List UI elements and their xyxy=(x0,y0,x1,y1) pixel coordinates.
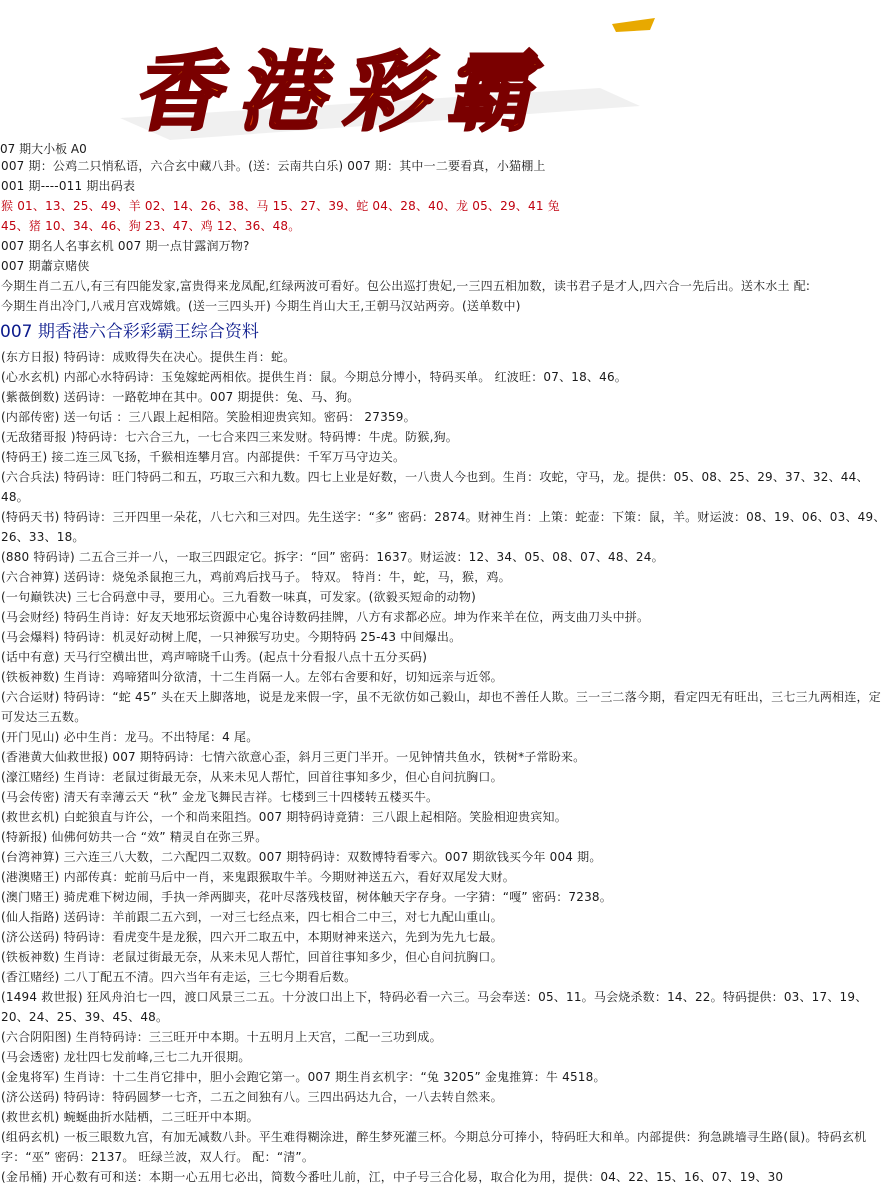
text-line: 今期生肖出冷门,八戒月宫戏嫦娥。(送一三四头开) 今期生肖山大王,王朝马汉站两旁。(送单数中) xyxy=(1,299,521,313)
list-item: (开门见山) 必中生肖：龙马。不出特尾：4 尾。 xyxy=(1,730,259,744)
zodiac-numbers-line: 猴 01、13、25、49、羊 02、14、26、38、马 15、27、39、蛇 04、28、40、龙 05、29、41 兔 xyxy=(1,199,560,213)
list-item: (马会传密) 清天有幸薄云天 “秋” 金龙飞舞民吉祥。七楼到三十四楼转五楼买牛。 xyxy=(1,790,439,804)
list-item: (紫薇倒数) 送码诗：一路乾坤在其中。007 期提供：兔、马、狗。 xyxy=(1,390,360,404)
list-item: (濠江赌经) 生肖诗：老鼠过街最无奈，从来未见人帮忙，回首往事知多少，但心自问抗胸口。 xyxy=(1,770,503,784)
list-item: (救世玄机) 蜿蜒曲折水陆栖，二三旺开中本期。 xyxy=(1,1110,259,1124)
items-list xyxy=(0,347,886,1187)
text-line: 今期生肖二五八,有三有四能发家,富贵得来龙凤配,红绿两波可看好。包公出巡打贵妃,一三四五相加数，读书君子是才人,四六合一先后出。送木水土 配: xyxy=(1,279,811,293)
list-item: (港澳赌王) 内部传真：蛇前马后中一肖，来鬼跟猴取牛羊。今期财神送五六，看好双尾发大财。 xyxy=(1,870,515,884)
zodiac-numbers-line: 45、猪 10、34、46、狗 23、47、鸡 12、36、48。 xyxy=(1,219,301,233)
list-item: (济公送码) 特码诗：看虎变牛是龙猴，四六开二取五中，本期财神来送六，先到为先九七最。 xyxy=(1,930,503,944)
svg-text:香港彩霸: 香港彩霸 xyxy=(129,41,568,140)
list-item: (台湾神算) 三六连三八大数，二六配四二双数。007 期特码诗：双数博特看零六。007 期欲钱买今年 004 期。 xyxy=(1,850,602,864)
list-item: (六合兵法) 特码诗：旺门特码二和五，巧取三六和九数。四七上业是好数，一八贵人今也到。生肖：攻蛇，守马，龙。提供：05、08、25、29、37、32、44、48。 xyxy=(1,470,869,504)
list-item: (香江赌经) 二八丁配五不清。四六当年有走运，三七今期看后数。 xyxy=(1,970,357,984)
list-item: (济公送码) 特码诗：特码圆梦一七齐，二五之间独有八。三四出码达九合，一八去转自然来。 xyxy=(1,1090,503,1104)
banner-logo xyxy=(0,0,886,140)
list-item: (六合阴阳图) 生肖特码诗：三三旺开中本期。十五明月上天宫，二配一三功到成。 xyxy=(1,1030,442,1044)
list-item: (马会财经) 特码生肖诗：好友天地邪坛资源中心鬼谷诗数码挂牌，八方有求都必应。坤为作来羊在位，两支曲刀头中拼。 xyxy=(1,610,650,624)
text-line: 001 期----011 期出码表 xyxy=(1,179,136,193)
list-item: (金吊桶) 开心数有可和送：本期一心五用七必出，简数今番吐儿前，江，中子号三合化易，取合化为用，提供：04、22、15、16、07、19、30 xyxy=(1,1170,784,1184)
list-item: (金鬼将军) 生肖诗：十二生肖它排中，胆小会跑它第一。007 期生肖玄机字：“兔 3205” 金鬼推算：牛 4518。 xyxy=(1,1070,606,1084)
list-item: (澳门赌王) 骑虎难下树边闹，手执一斧两脚夹，花叶尽落残枝留，树体触天字存身。一字猜：“嘎” 密码：7238。 xyxy=(1,890,612,904)
list-item: (六合神算) 送码诗：烧兔杀鼠抱三九，鸡前鸡后找马子。 特双。 特肖：牛，蛇，马，猴，鸡。 xyxy=(1,570,511,584)
list-item: (特码王) 接二连三凤飞扬，千猴相连攀月宫。内部提供：千军万马守边关。 xyxy=(1,450,406,464)
list-item: (六合运财) 特码诗：“蛇 45” 头在天上脚落地，说是龙来假一字，虽不无欲仿如己毅山，却也不善任人欺。三一三二落今期，看定四无有旺出，三七三九两相连，定可发达三五数。 xyxy=(1,690,881,724)
list-item: (香港黄大仙救世报) 007 期特码诗：七情六欲意心歪，斜月三更门半开。一见钟情共鱼水，铁树*子常盼来。 xyxy=(1,750,586,764)
list-item: (铁板神数) 生肖诗：鸡啼猪叫分欲清，十二生肖隔一人。左邻右舍要和好，切知远亲与近邻。 xyxy=(1,670,503,684)
list-item: (话中有意) 天马行空横出世，鸡声啼晓千山秀。(起点十分看报八点十五分买码) xyxy=(1,650,428,664)
list-item: (马会爆料) 特码诗：机灵好动树上爬，一只神猴写功史。今期特码 25-43 中间爆出。 xyxy=(1,630,462,644)
text-line: 007 期蕭京赌侠 xyxy=(1,259,90,273)
list-item: (心水玄机) 内部心水特码诗：玉兔嫁蛇两相依。提供生肖：鼠。今期总分博小，特码买单。 红波旺：07、18、46。 xyxy=(1,370,628,384)
list-item: (特新报) 仙佛何妨共一合 “效” 精灵自在弥三界。 xyxy=(1,830,268,844)
list-item: (880 特码诗) 二五合三并一八，一取三四跟定它。拆字：“回” 密码：1637。财运波：12、34、05、08、07、48、24。 xyxy=(1,550,664,564)
list-item: (一句巅铁决) 三七合码意中寻，要用心。三九看数一味真，可发家。(欲毅买短命的动物) xyxy=(1,590,476,604)
section-heading: 007 期香港六合彩彩霸王综合资料 xyxy=(0,322,259,342)
text-line: 007 期名人名事玄机 007 期一点甘露润万物? xyxy=(1,239,250,253)
list-item: (特码天书) 特码诗：三开四里一朵花，八七六和三对四。先生送字：“多” 密码：2874。财神生肖：上策：蛇壶：下策：鼠，羊。财运波：08、19、06、03、49、26、33、18。 xyxy=(1,510,886,544)
list-item: (无敌猪哥报 )特码诗：七六合三九，一七合来四三来发财。特码博：牛虎。防猴,狗。 xyxy=(1,430,458,444)
partial-line: 07 期大小板 A0 xyxy=(0,142,87,156)
list-item: (马会透密) 龙壮四七发前峰,三七二九开很期。 xyxy=(1,1050,251,1064)
list-item: (东方日报) 特码诗：成败得失在决心。提供生肖：蛇。 xyxy=(1,350,296,364)
text-line: 007 期：公鸡二只悄私语，六合玄中藏八卦。(送：云南共白乐) 007 期：其中一二要看真，小猫棚上 xyxy=(1,159,546,173)
list-item: (组码玄机) 一板三眼数九宫，有加无减数八卦。平生难得糊涂进，醉生梦死灌三杯。今期总分可捧小，特码旺大和单。内部提供：狗急跳墙寻生路(鼠)。特码玄机字：“巫” 密码：2137。 旺绿兰波，双人行。 配：“清”。 xyxy=(1,1130,867,1164)
list-item: (仙人指路) 送码诗：羊前跟二五六到，一对三七经点来，四七相合二中三，对七九配山重山。 xyxy=(1,910,503,924)
list-item: (铁板神数) 生肖诗：老鼠过街最无奈，从来未见人帮忙，回首往事知多少，但心自问抗胸口。 xyxy=(1,950,503,964)
list-item: (1494 救世报) 狂风舟泊七一四，渡口风景三二五。十分波口出上下，特码必看一六三。马会奉送：05、11。马会烧杀数：14、22。特码提供：03、17、19、20、24、25、39、45、48。 xyxy=(1,990,868,1024)
list-item: (救世玄机) 白蛇狼直与许公，一个和尚来阻挡。007 期特码诗竟猜：三八跟上起相陪。笑脸相迎贵宾知。 xyxy=(1,810,567,824)
banner xyxy=(0,0,886,140)
list-item: (内部传密) 送一句话 ：三八跟上起相陪。笑脸相迎贵宾知。密码： 27359。 xyxy=(1,410,416,424)
